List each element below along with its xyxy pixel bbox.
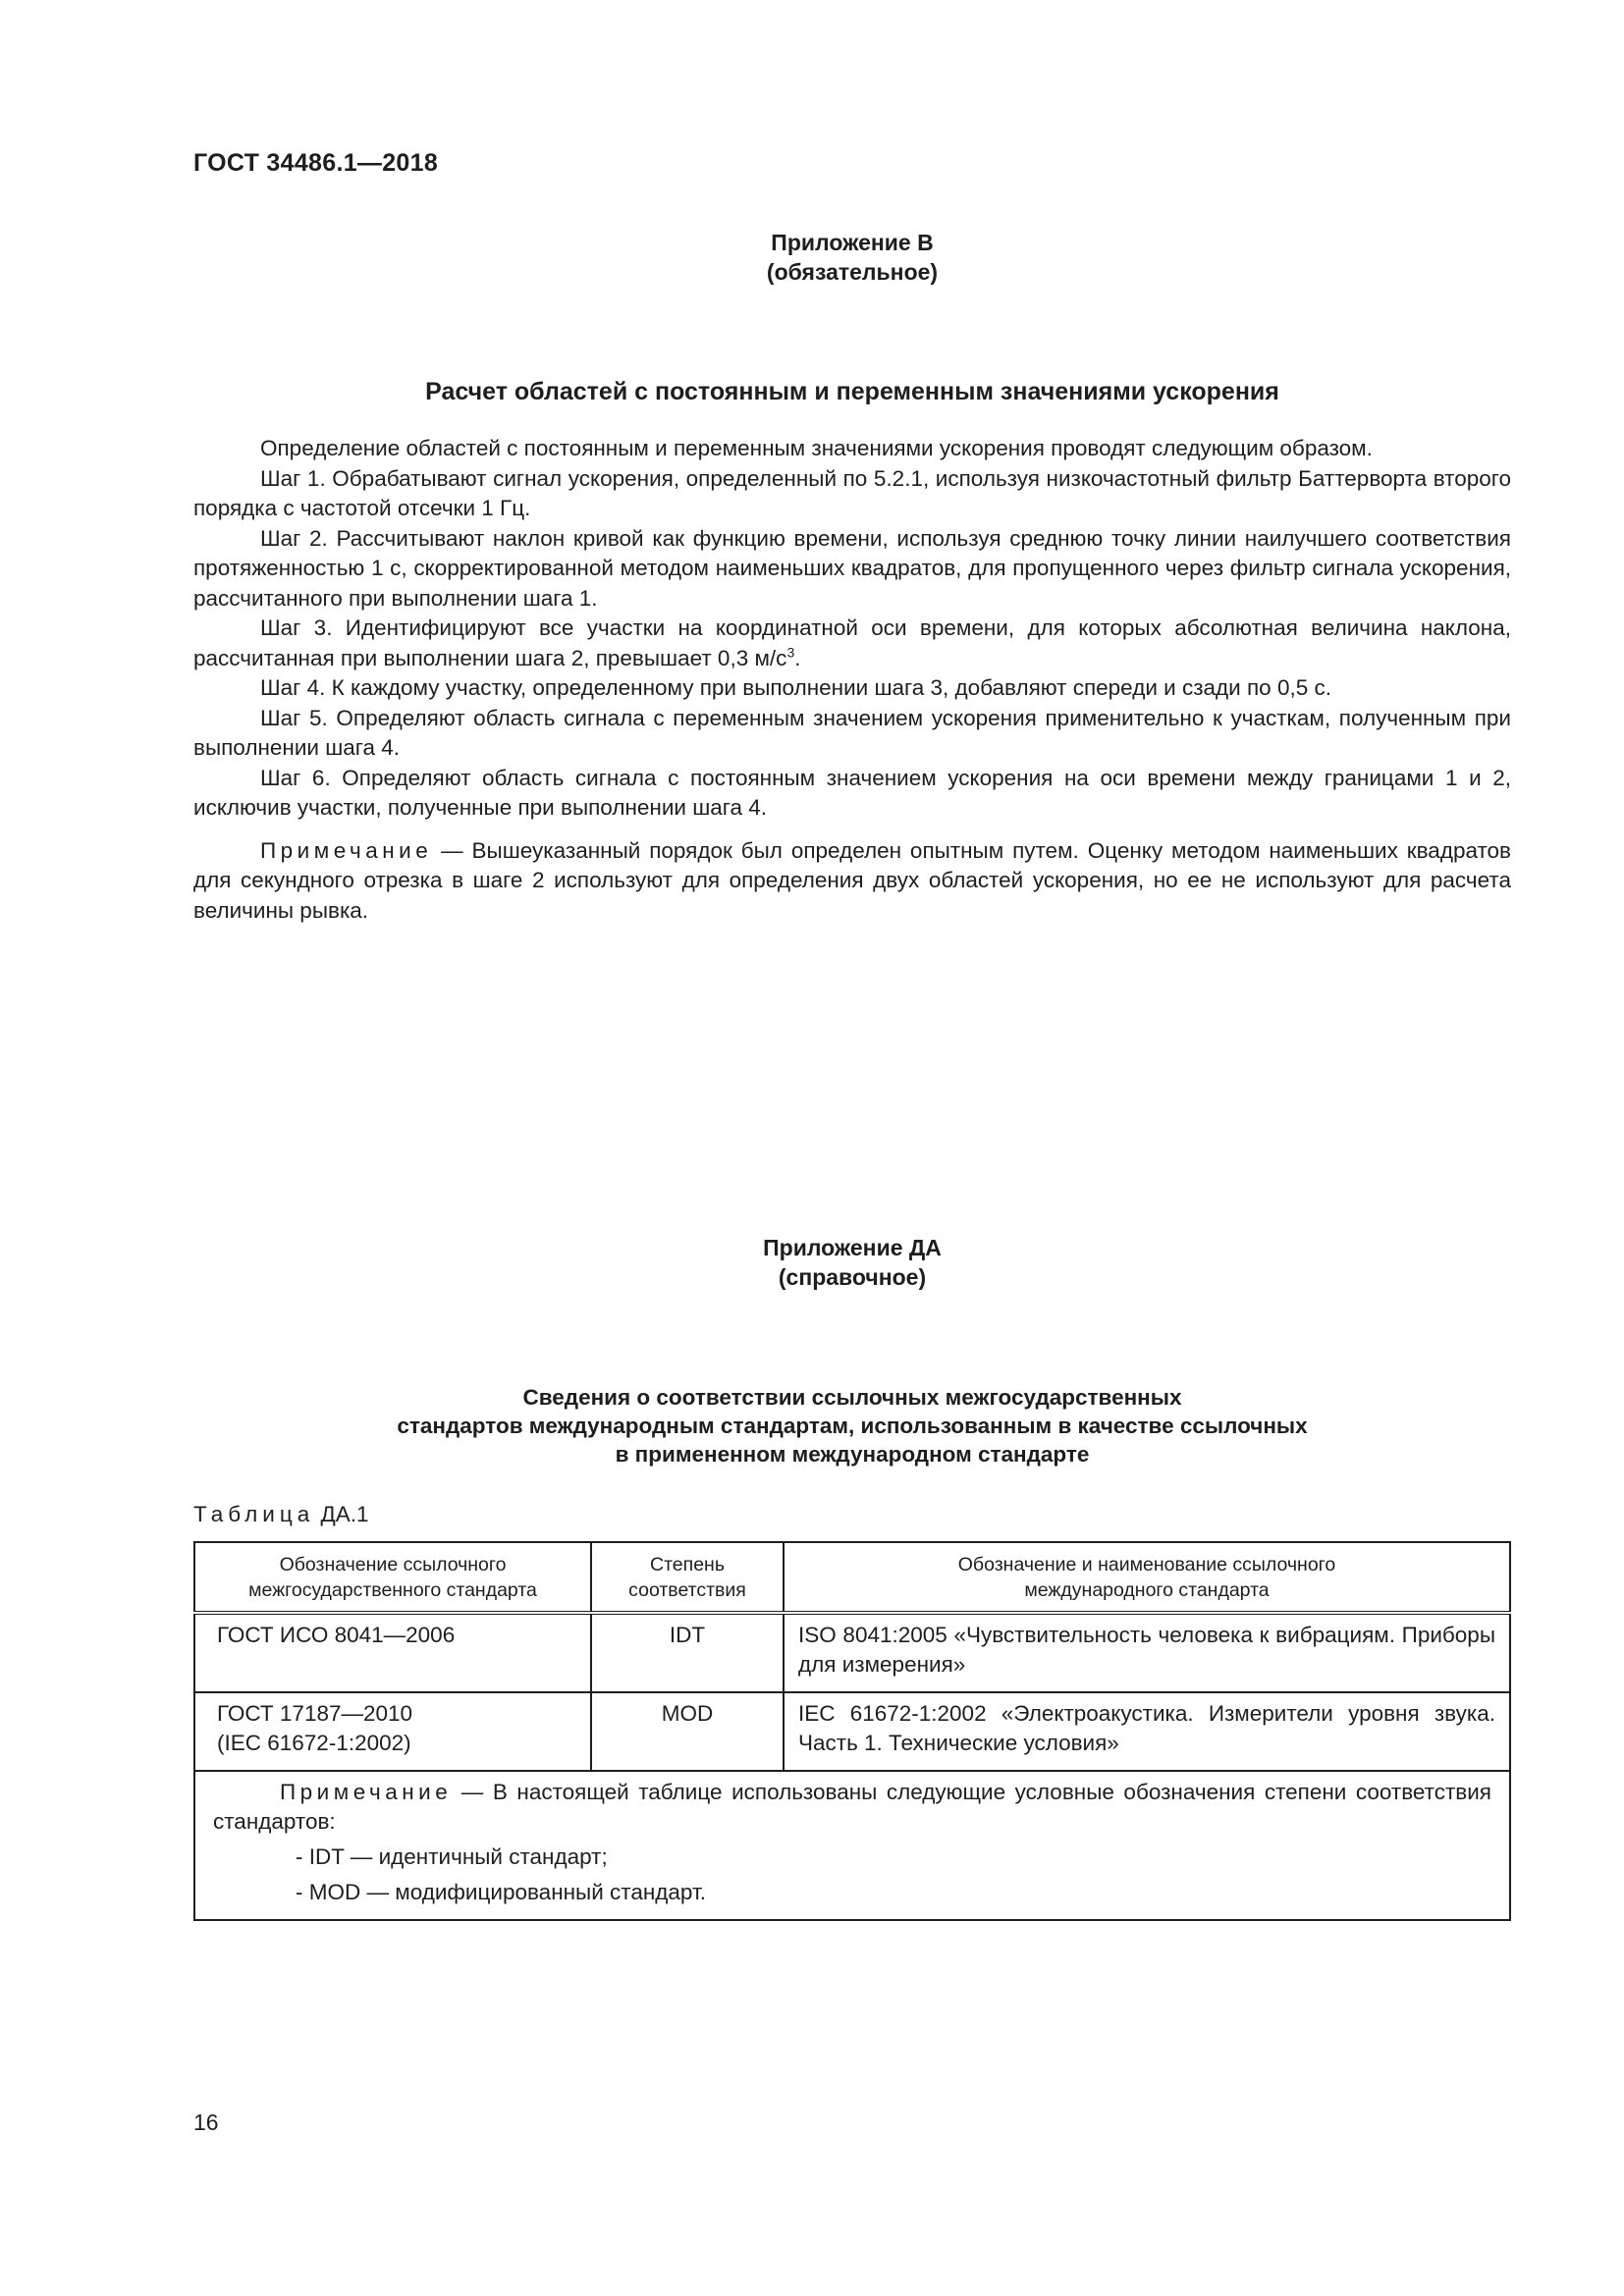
annex-da-heading (193, 1233, 1511, 1292)
cell-gost (194, 1613, 591, 1692)
cell-degree: MOD (591, 1692, 784, 1771)
table-note-item-mod: - MOD — модифицированный стандарт. (296, 1880, 707, 1904)
table-label-word: Таблица (193, 1502, 315, 1526)
table-note-row (194, 1771, 1510, 1920)
annex-b-heading (193, 228, 1511, 287)
annex-b-step-4: Шаг 4. К каждому участку, определенному при выполнении шага 3, добавляют спереди и сзади по 0,5 с. (260, 675, 1331, 700)
header-gost (194, 1542, 591, 1613)
header-international (784, 1542, 1510, 1613)
annex-da-title-line-2: стандартов международным стандартам, использованным в качестве ссылочных (397, 1414, 1308, 1438)
header-gost-line-1: Обозначение ссылочного (279, 1554, 507, 1575)
table-note-text: — В настоящей таблице использованы следующие условные обозначения степени соответствия стандартов: (213, 1780, 1491, 1834)
annex-da-label: Приложение ДА (763, 1235, 942, 1260)
header-international-line-2: международного стандарта (1024, 1579, 1270, 1601)
cell-international: IEC 61672-1:2002 «Электроакустика. Измерители уровня звука. Часть 1. Технические условия» (784, 1692, 1510, 1771)
annex-da-title-line-3: в примененном международном стандарте (615, 1442, 1090, 1467)
header-gost-line-2: межгосударственного стандарта (248, 1579, 537, 1601)
annex-b-step-5: Шаг 5. Определяют область сигнала с переменным значением ускорения применительно к участкам, полученным при выполнении шага 4. (193, 705, 1511, 760)
table-note-item-idt: - IDT — идентичный стандарт; (296, 1844, 608, 1869)
header-degree-line-1: Степень (650, 1554, 725, 1575)
page-number: 16 (193, 2109, 219, 2135)
annex-da-title-line-1: Сведения о соответствии ссылочных межгосударственных (522, 1385, 1182, 1410)
cell-gost (194, 1692, 591, 1771)
reference-standards-table (193, 1541, 1511, 1921)
table-note-label: Примечание (280, 1780, 453, 1804)
annex-da-status: (справочное) (778, 1264, 927, 1290)
document-id: ГОСТ 34486.1—2018 (193, 149, 439, 177)
table-row (194, 1613, 1510, 1692)
annex-b-note (193, 836, 1511, 927)
table-note-cell (194, 1771, 1510, 1920)
annex-b-title: Расчет областей с постоянным и переменным значениями ускорения (425, 378, 1279, 405)
header-international-line-1: Обозначение и наименование ссылочного (957, 1554, 1336, 1575)
cell-international: ISO 8041:2005 «Чувствительность человека к вибрациям. Приборы для измерения» (784, 1613, 1510, 1692)
annex-b-label: Приложение В (771, 230, 934, 255)
annex-da-title (193, 1383, 1511, 1468)
annex-b-body (193, 434, 1511, 926)
gost-designation: ГОСТ ИСО 8041—2006 (217, 1623, 456, 1647)
gost-designation: ГОСТ 17187—2010 (217, 1701, 413, 1726)
annex-b-step-2: Шаг 2. Рассчитывают наклон кривой как функцию времени, используя среднюю точку линии наилучшего соответствия протяженностью 1 с, скорректированной методом наименьших квадратов, для пропущенного через фильтр сигнала ускорения, рассчитанного при выполнении шага 1. (193, 525, 1511, 611)
table-header-row (194, 1542, 1510, 1613)
annex-b-note-label: Примечание (260, 837, 433, 863)
table-label-number: ДА.1 (314, 1502, 369, 1526)
annex-b-step-6: Шаг 6. Определяют область сигнала с постоянным значением ускорения на оси времени между границами 1 и 2, исключив участки, полученные при выполнении шага 4. (193, 765, 1511, 820)
step-3-text: Шаг 3. Идентифицируют все участки на координатной оси времени, для которых абсолютная величина наклона, рассчитанная при выполнении шага 2, превышает 0,3 м/с (193, 615, 1511, 670)
table-row (194, 1692, 1510, 1771)
gost-designation-extra: (IEC 61672-1:2002) (217, 1731, 411, 1755)
annex-b-step-3 (193, 614, 1511, 673)
header-degree-line-2: соответствия (628, 1579, 746, 1601)
annex-b-status: (обязательное) (766, 259, 939, 285)
step-3-end: . (794, 645, 801, 670)
step-3-superscript: 3 (786, 644, 795, 660)
table-note (213, 1778, 1491, 1837)
table-label (193, 1502, 369, 1527)
annex-b-intro: Определение областей с постоянным и переменным значениями ускорения проводят следующим образом. (260, 436, 1373, 460)
annex-b-note-text: — Вышеуказанный порядок был определен опытным путем. Оценку методом наименьших квадратов для секундного отрезка в шаге 2 используют для определения двух областей ускорения, но ее не используют для расчета величины рывка. (193, 837, 1511, 923)
header-degree (591, 1542, 784, 1613)
cell-degree: IDT (591, 1613, 784, 1692)
annex-b-step-1: Шаг 1. Обрабатывают сигнал ускорения, определенный по 5.2.1, используя низкочастотный фильтр Баттерворта второго порядка с частотой отсечки 1 Гц. (193, 465, 1511, 520)
